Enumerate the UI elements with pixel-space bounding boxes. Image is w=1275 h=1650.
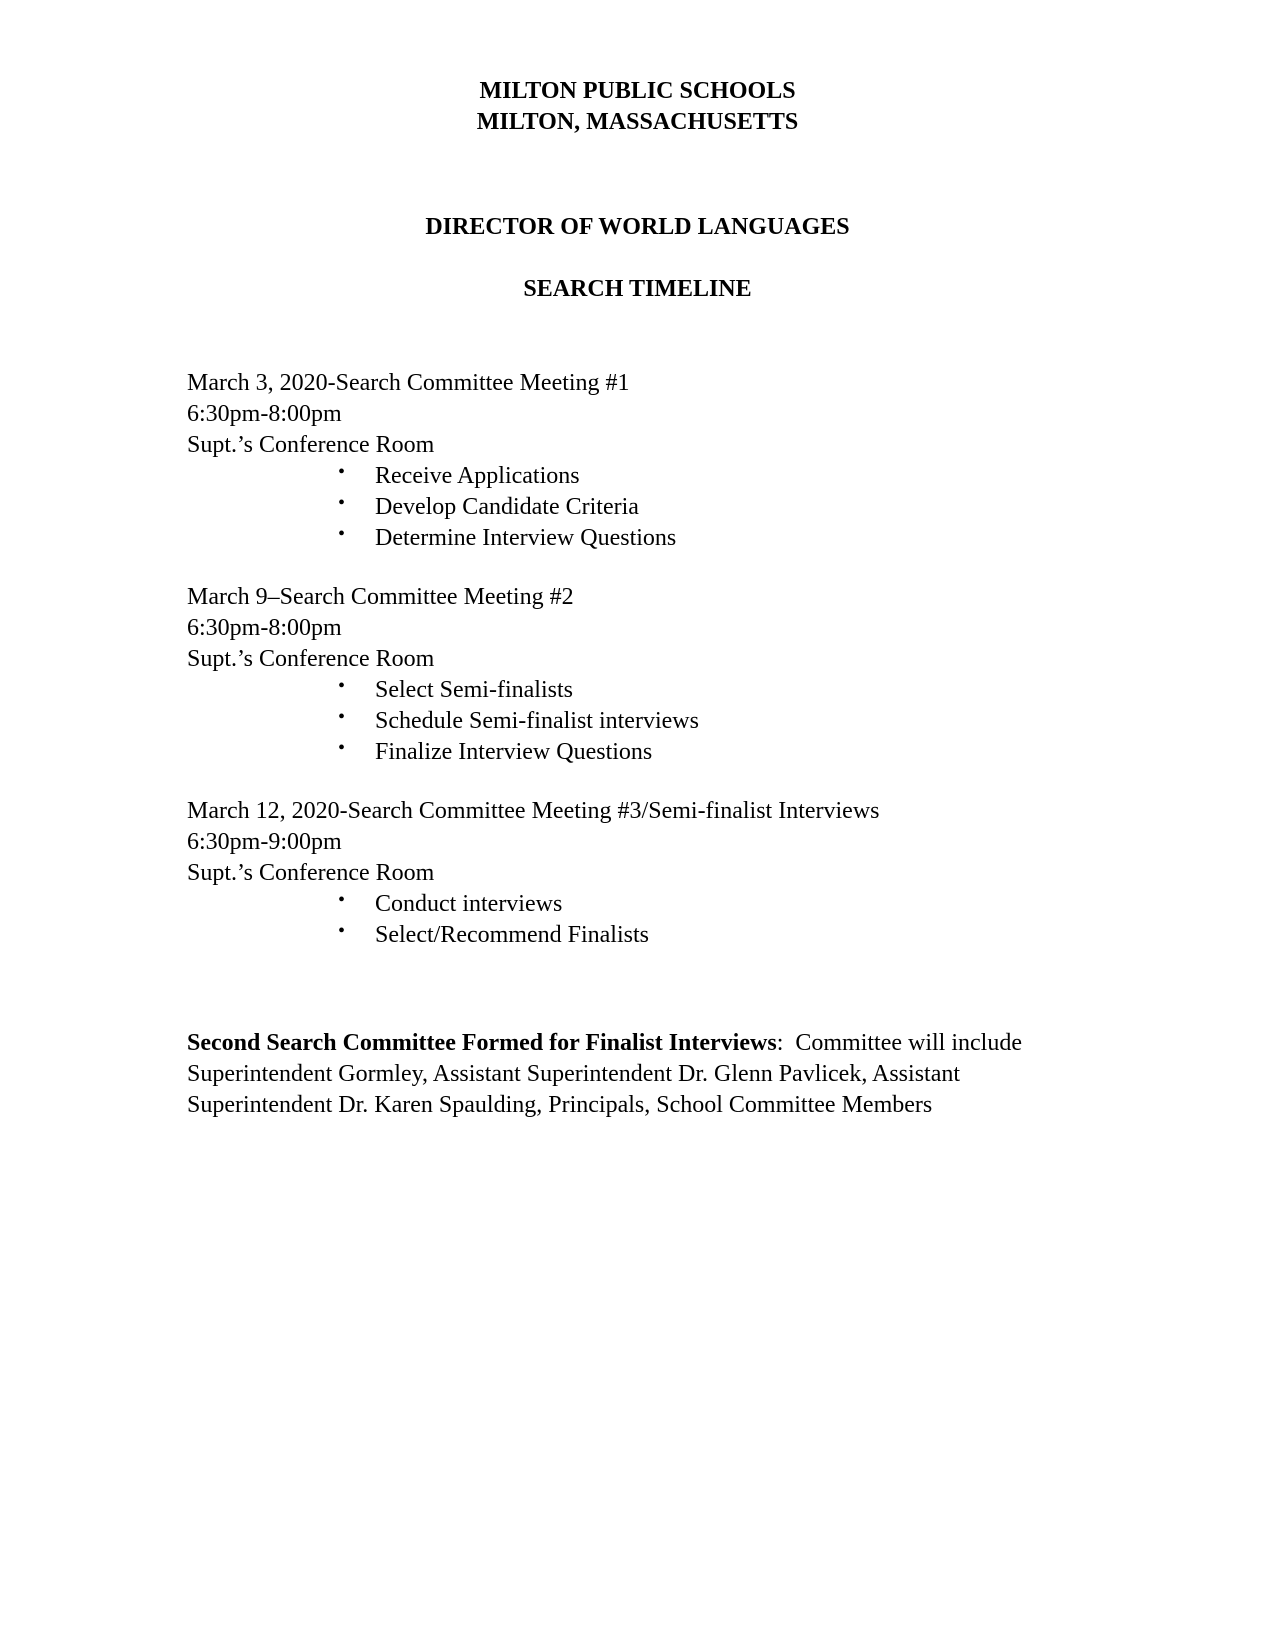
closing-colon: :	[776, 1030, 784, 1056]
bullet-icon: •	[338, 492, 346, 514]
task-text: Conduct interviews	[375, 891, 563, 917]
closing-line-1	[187, 1028, 1087, 1059]
closing-paragraph	[187, 1028, 1087, 1121]
task-item	[187, 706, 1087, 737]
task-text: Select/Recommend Finalists	[375, 922, 649, 948]
bullet-icon: •	[338, 920, 346, 942]
closing-lead: Second Search Committee Formed for Finalist Interviews	[187, 1030, 777, 1056]
closing-line-3: Superintendent Dr. Karen Spaulding, Principals, School Committee Members	[187, 1092, 933, 1118]
meeting-time: 6:30pm-9:00pm	[187, 829, 342, 855]
meeting-heading: March 3, 2020-Search Committee Meeting #1	[187, 370, 630, 396]
meeting-task-list	[187, 461, 1087, 554]
task-item	[187, 889, 1087, 920]
bullet-icon: •	[338, 461, 346, 483]
closing-line-2: Superintendent Gormley, Assistant Superintendent Dr. Glenn Pavlicek, Assistant	[187, 1061, 961, 1087]
meeting-location: Supt.’s Conference Room	[187, 646, 435, 672]
task-item	[187, 675, 1087, 706]
meeting-time: 6:30pm-8:00pm	[187, 401, 342, 427]
document-title: DIRECTOR OF WORLD LANGUAGES	[425, 214, 850, 240]
bullet-icon: •	[338, 706, 346, 728]
meeting-heading: March 12, 2020-Search Committee Meeting #3/Semi-finalist Interviews	[187, 798, 880, 824]
meeting-2	[187, 582, 1087, 768]
organization-header	[0, 76, 1275, 138]
task-item	[187, 737, 1087, 768]
meeting-location: Supt.’s Conference Room	[187, 432, 435, 458]
bullet-icon: •	[338, 737, 346, 759]
task-text: Finalize Interview Questions	[375, 739, 653, 765]
task-text: Determine Interview Questions	[375, 525, 677, 551]
org-name: MILTON PUBLIC SCHOOLS	[479, 78, 796, 104]
org-location: MILTON, MASSACHUSETTS	[476, 109, 799, 135]
bullet-icon: •	[338, 675, 346, 697]
task-item	[187, 920, 1087, 951]
task-text: Schedule Semi-finalist interviews	[375, 708, 699, 734]
document-subtitle: SEARCH TIMELINE	[523, 276, 752, 302]
meeting-3	[187, 796, 1087, 951]
task-text: Develop Candidate Criteria	[375, 494, 639, 520]
bullet-icon: •	[338, 889, 346, 911]
task-text: Receive Applications	[375, 463, 580, 489]
meeting-location: Supt.’s Conference Room	[187, 860, 435, 886]
meeting-heading: March 9–Search Committee Meeting #2	[187, 584, 574, 610]
meeting-timeline	[187, 368, 1087, 979]
bullet-icon: •	[338, 523, 346, 545]
meeting-1	[187, 368, 1087, 554]
task-item	[187, 461, 1087, 492]
task-text: Select Semi-finalists	[375, 677, 573, 703]
meeting-time: 6:30pm-8:00pm	[187, 615, 342, 641]
closing-text-1: Committee will include	[795, 1030, 1022, 1056]
meeting-task-list	[187, 889, 1087, 951]
task-item	[187, 492, 1087, 523]
meeting-task-list	[187, 675, 1087, 768]
task-item	[187, 523, 1087, 554]
